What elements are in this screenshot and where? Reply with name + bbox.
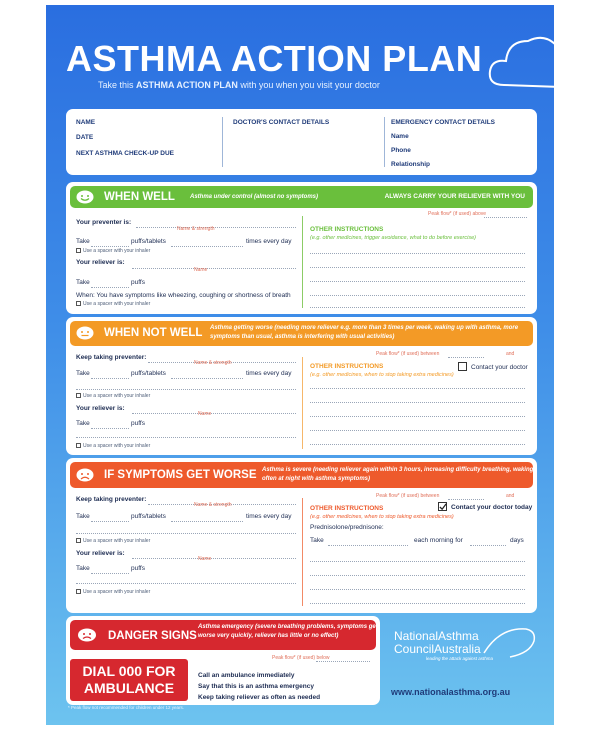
take-label-2: Take [76, 420, 90, 427]
preventer-name-hint: Name & strength [177, 226, 215, 232]
keep-preventer-hint: Name & strength [194, 360, 232, 366]
prednisolone-label: Prednisolone/prednisone: [310, 524, 384, 531]
puffs-tablets-label: puffs/tablets [131, 370, 166, 377]
keep-preventer-hint: Name & strength [194, 502, 232, 508]
doctor-contact-label: DOCTOR'S CONTACT DETAILS [233, 119, 330, 126]
danger-face-icon [77, 628, 97, 642]
reliever-name-hint: Name [198, 556, 212, 562]
puffs-tablets-label: puffs/tablets [131, 513, 166, 520]
asthma-action-plan-page [46, 5, 554, 725]
symptoms-worse-card [66, 458, 537, 613]
neutral-face-icon [76, 326, 94, 340]
contact-doctor-label: Contact your doctor [471, 364, 528, 371]
always-carry-reliever: ALWAYS CARRY YOUR RELIEVER WITH YOU [384, 193, 525, 200]
puffs-label: puffs [131, 279, 145, 286]
puffs-label: puffs [131, 565, 145, 572]
cloud-icon [486, 23, 554, 103]
reliever-label: Your reliever is: [76, 550, 125, 557]
spacer-checkbox-2[interactable]: Use a spacer with your inhaler [76, 301, 150, 307]
logo-line-1: NationalAsthma [394, 629, 479, 643]
date-label: DATE [76, 134, 94, 141]
times-every-day-label: times every day [246, 370, 292, 377]
when-not-well-card [66, 317, 537, 455]
peak-flow-and: and [506, 493, 515, 499]
national-asthma-council-logo [390, 623, 540, 667]
times-every-day-label: times every day [246, 513, 292, 520]
peak-flow-below: Peak flow* (if used) below [272, 655, 330, 661]
keep-taking-reliever-text: Keep taking reliever as often as needed [198, 694, 321, 701]
checkmark-icon [439, 503, 447, 511]
reliever-label: Your reliever is: [76, 259, 125, 266]
when-well-header [70, 186, 533, 208]
symptoms-worse-title: IF SYMPTOMS GET WORSE [104, 469, 257, 481]
peak-flow-between: Peak flow* (if used) between [376, 351, 440, 357]
when-not-well-header [70, 321, 533, 346]
logo-line-2: CouncilAustralia [394, 642, 481, 656]
details-card [66, 109, 537, 175]
checkup-label: NEXT ASTHMA CHECK-UP DUE [76, 150, 174, 157]
emergency-relationship-label: Relationship [391, 161, 431, 168]
preventer-label: Your preventer is: [76, 219, 132, 226]
symptoms-worse-header [70, 462, 533, 488]
days-label: days [510, 537, 524, 544]
keep-preventer-label: Keep taking preventer: [76, 496, 147, 503]
other-instructions-title: OTHER INSTRUCTIONS [310, 363, 384, 370]
page-subtitle: Take this ASTHMA ACTION PLAN with you when you visit your doctor [98, 80, 380, 90]
times-every-day-label: times every day [246, 238, 292, 245]
when-not-well-title: WHEN NOT WELL [104, 327, 203, 339]
contact-doctor-today-label: Contact your doctor today [451, 504, 533, 511]
happy-face-icon [76, 190, 94, 204]
symptoms-worse-description: Asthma is severe (needing reliever again within 3 hours, increasing difficulty breathing, waking often at night with asthma symptoms) [262, 467, 534, 482]
when-symptoms-text: When: You have symptoms like wheezing, coughing or shortness of breath [76, 292, 291, 299]
reliever-name-hint: Name [198, 411, 212, 417]
contact-doctor-today-checkbox[interactable] [438, 502, 447, 511]
emergency-phone-label: Phone [391, 147, 411, 154]
other-instructions-title: OTHER INSTRUCTIONS [310, 226, 384, 233]
spacer-checkbox[interactable]: Use a spacer with your inhaler [76, 248, 150, 254]
asthma-emergency-text: Say that this is an asthma emergency [198, 683, 314, 690]
peak-flow-and: and [506, 351, 515, 357]
spacer-checkbox-2[interactable]: Use a spacer with your inhaler [76, 589, 150, 595]
take-pred-label: Take [310, 537, 324, 544]
logo-tagline: leading the attack against asthma [426, 656, 494, 661]
spacer-checkbox-2[interactable]: Use a spacer with your inhaler [76, 443, 150, 449]
puffs-label: puffs [131, 420, 145, 427]
call-ambulance-text: Call an ambulance immediately [198, 672, 295, 679]
page-title: ASTHMA ACTION PLAN [66, 38, 483, 79]
other-instructions-hint: (e.g. other medicines, when to stop taking extra medicines) [310, 514, 454, 520]
take-label: Take [76, 238, 90, 245]
sad-face-icon [76, 468, 94, 482]
spacer-checkbox[interactable]: Use a spacer with your inhaler [76, 393, 150, 399]
when-well-card [66, 182, 537, 314]
peak-flow-footnote: * Peak flow not recommended for children under 12 years. [68, 705, 185, 710]
danger-signs-header [70, 620, 376, 650]
reliever-label: Your reliever is: [76, 405, 125, 412]
take-label-2: Take [76, 279, 90, 286]
emergency-contact-label: EMERGENCY CONTACT DETAILS [391, 119, 496, 126]
reliever-name-hint: Name [194, 267, 208, 273]
spacer-checkbox[interactable]: Use a spacer with your inhaler [76, 538, 150, 544]
take-label: Take [76, 370, 90, 377]
keep-preventer-label: Keep taking preventer: [76, 354, 147, 361]
other-instructions-hint: (e.g. other medicines, trigger avoidance, what to do before exercise) [310, 235, 477, 241]
contact-doctor-checkbox[interactable] [458, 362, 467, 371]
when-well-description: Asthma under control (almost no symptoms) [190, 194, 319, 200]
each-morning-label: each morning for [414, 537, 463, 544]
danger-signs-description: Asthma emergency (severe breathing problems, symptoms get worse very quickly, reliever has little or no effect) [198, 624, 378, 639]
other-instructions-hint: (e.g. other medicines, when to stop taking extra medicines) [310, 372, 454, 378]
take-label: Take [76, 513, 90, 520]
emergency-name-label: Name [391, 133, 409, 140]
website-link[interactable]: www.nationalasthma.org.au [391, 687, 511, 697]
when-well-title: WHEN WELL [104, 191, 175, 203]
when-not-well-description: Asthma getting worse (needing more reliever e.g. more than 3 times per week, waking up with asthma, more symptoms than usual, asthma is interfering with usual activities) [210, 325, 519, 340]
dial-000-box: DIAL 000 FOR AMBULANCE [70, 659, 188, 701]
name-label: NAME [76, 119, 96, 126]
puffs-tablets-label: puffs/tablets [131, 238, 166, 245]
other-instructions-title: OTHER INSTRUCTIONS [310, 505, 384, 512]
danger-signs-title: DANGER SIGNS [108, 630, 197, 642]
take-label-2: Take [76, 565, 90, 572]
danger-signs-card [66, 616, 380, 705]
peak-flow-between: Peak flow* (if used) between [376, 493, 440, 499]
peak-flow-above: Peak flow* (if used) above [428, 211, 487, 217]
